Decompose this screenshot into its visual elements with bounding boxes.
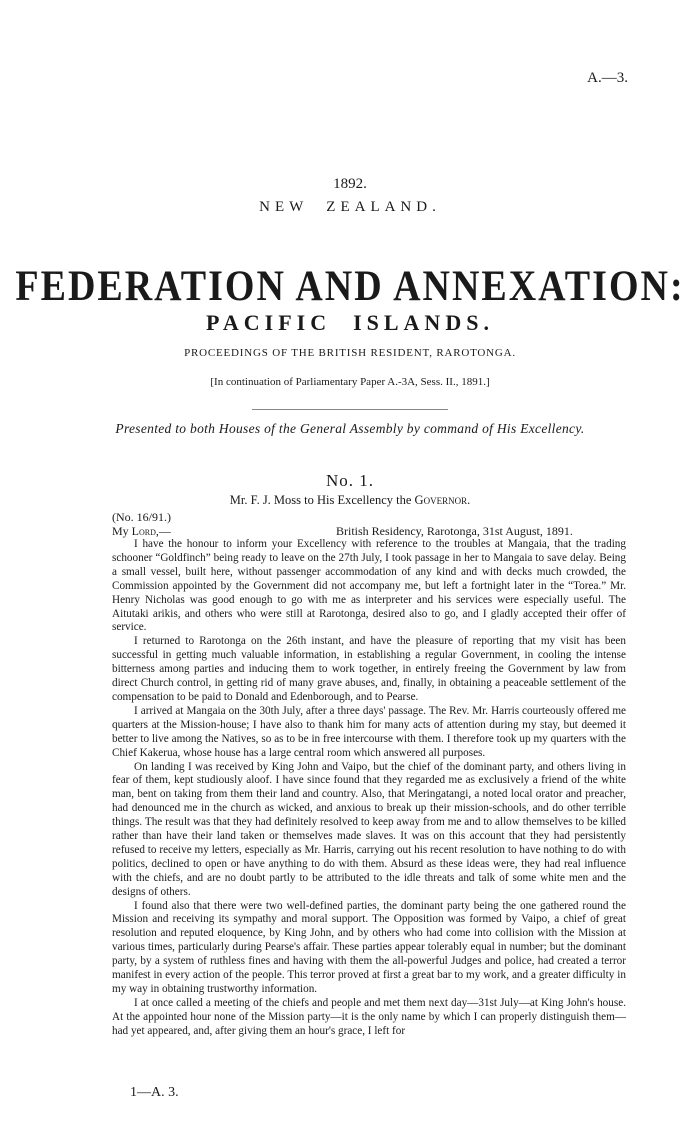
letter-heading	[0, 493, 700, 508]
country-word-1: NEW	[259, 199, 309, 215]
continuation-note: [In continuation of Parliamentary Paper A.-3A, Sess. II., 1891.]	[210, 376, 490, 388]
page-signature: 1—A. 3.	[130, 1085, 179, 1100]
salutation-prefix: My	[112, 524, 132, 538]
country-name	[0, 199, 700, 216]
letter-reference-number: (No. 16/91.)	[112, 510, 171, 524]
salutation	[112, 524, 171, 539]
paragraph: I found also that there were two well-defined parties, the dominant party being the one gathered round the Mission and receiving its sympathy and moral support. The Opposition was formed by Vaipo, a chief of great resolution and reputed eloquence, by King John, and by others who had come into collision with the Mission at various times, particularly during Pearse's affair. These parties appear tolerably equal in number; but the dominant party, by a system of ruthless fines and having with them the all-powerful Judges and police, had created a terror manifest in every action of the people. This terror proved at first a great bar to my work, and a greater difficulty in my way in obtaining trustworthy information.	[112, 899, 626, 995]
letter-heading-text: Mr. F. J. Moss to His Excellency the	[229, 493, 415, 507]
main-title: FEDERATION AND ANNEXATION:	[15, 261, 685, 311]
paragraph: On landing I was received by King John and Vaipo, but the chief of the dominant party, and others living in fear of them, kept studiously aloof. I have since found that they regarded me as exclusively a friend of the white man, bent on taking from them their land and country. Also, that Meringatangi, a noted local orator and preacher, had denounced me in the church as wicked, and anxious to break up their mission-schools, and do other terrible things. The result was that they had definitely resolved to keep away from me and to allow themselves to be killed rather than have their land taken or themselves made slaves. It was on this account that they had persistently refused to receive my letters, especially as Mr. Harris, carrying out his recent resolution to have nothing to do with politics, declined to open or have anything to do with them. Absurd as these ideas were, they had real influence with the chiefs, and are no doubt partly to be attributed to the idle threats and talk of some white men and the designs of others.	[112, 760, 626, 898]
paragraph: I returned to Rarotonga on the 26th instant, and have the pleasure of reporting that my visit has been successful in getting much valuable information, in establishing a regular Government, in cooling the intense bitterness among parties and inducing them to work together, in entirely freeing the Government by law from direct Church control, in getting rid of many grave abuses, and, finally, in obtaining a peaceable settlement of the compensation to be paid to Donald and Edenborough, and to Pearse.	[112, 635, 626, 703]
letter-number: No. 1.	[325, 471, 375, 490]
proceedings-heading: PROCEEDINGS OF THE BRITISH RESIDENT, RAROTONGA.	[184, 347, 516, 359]
subtitle	[0, 310, 700, 336]
letter-recipient: Governor.	[414, 493, 471, 507]
year: 1892.	[333, 176, 367, 192]
dateline: British Residency, Rarotonga, 31st August, 1891.	[336, 524, 573, 538]
divider-rule	[252, 409, 448, 410]
presented-line: Presented to both Houses of the General Assembly by command of His Excellency.	[115, 421, 585, 436]
subtitle-word-2: ISLANDS.	[353, 310, 494, 335]
paragraph: I at once called a meeting of the chiefs and people and met them next day—31st July—at King John's house. At the appointed hour none of the Mission party—it is the only name by which I can properly distinguish them—had yet appeared, and, after giving them an hour's grace, I left for	[112, 996, 626, 1037]
country-word-2: ZEALAND.	[326, 199, 441, 215]
paragraph: I have the honour to inform your Excellency with reference to the troubles at Mangaia, that the trading schooner “Goldfinch” being ready to leave on the 27th July, I took passage in her to Mangaia to save delay. Being a small vessel, built here, without passenger accommodation of any kind and with decks much crowded, the Commission appointed by the Government did not accompany me, but left a fortnight later in the “Torea.” Mr. Henry Nicholas was good enough to go with me as interpreter and his services were especially useful. The Aitutaki arikis, and others who were still at Rarotonga, desired also to go, and I gladly accepted their offer of service.	[112, 538, 626, 634]
salutation-word: Lord,—	[131, 524, 171, 538]
paragraph: I arrived at Mangaia on the 30th July, after a three days' passage. The Rev. Mr. Harris courteously offered me quarters at the Mission-house; I have also to thank him for many acts of attention during my stay, but deemed it better to live among the Natives, so as to be in free intercourse with them. I therefore took up my quarters with the Chief Kakerua, whose house has a large central room which answered all purposes.	[112, 704, 626, 759]
document-reference: A.—3.	[587, 70, 628, 86]
letter-body	[112, 538, 626, 1039]
subtitle-word-1: PACIFIC	[206, 310, 332, 335]
